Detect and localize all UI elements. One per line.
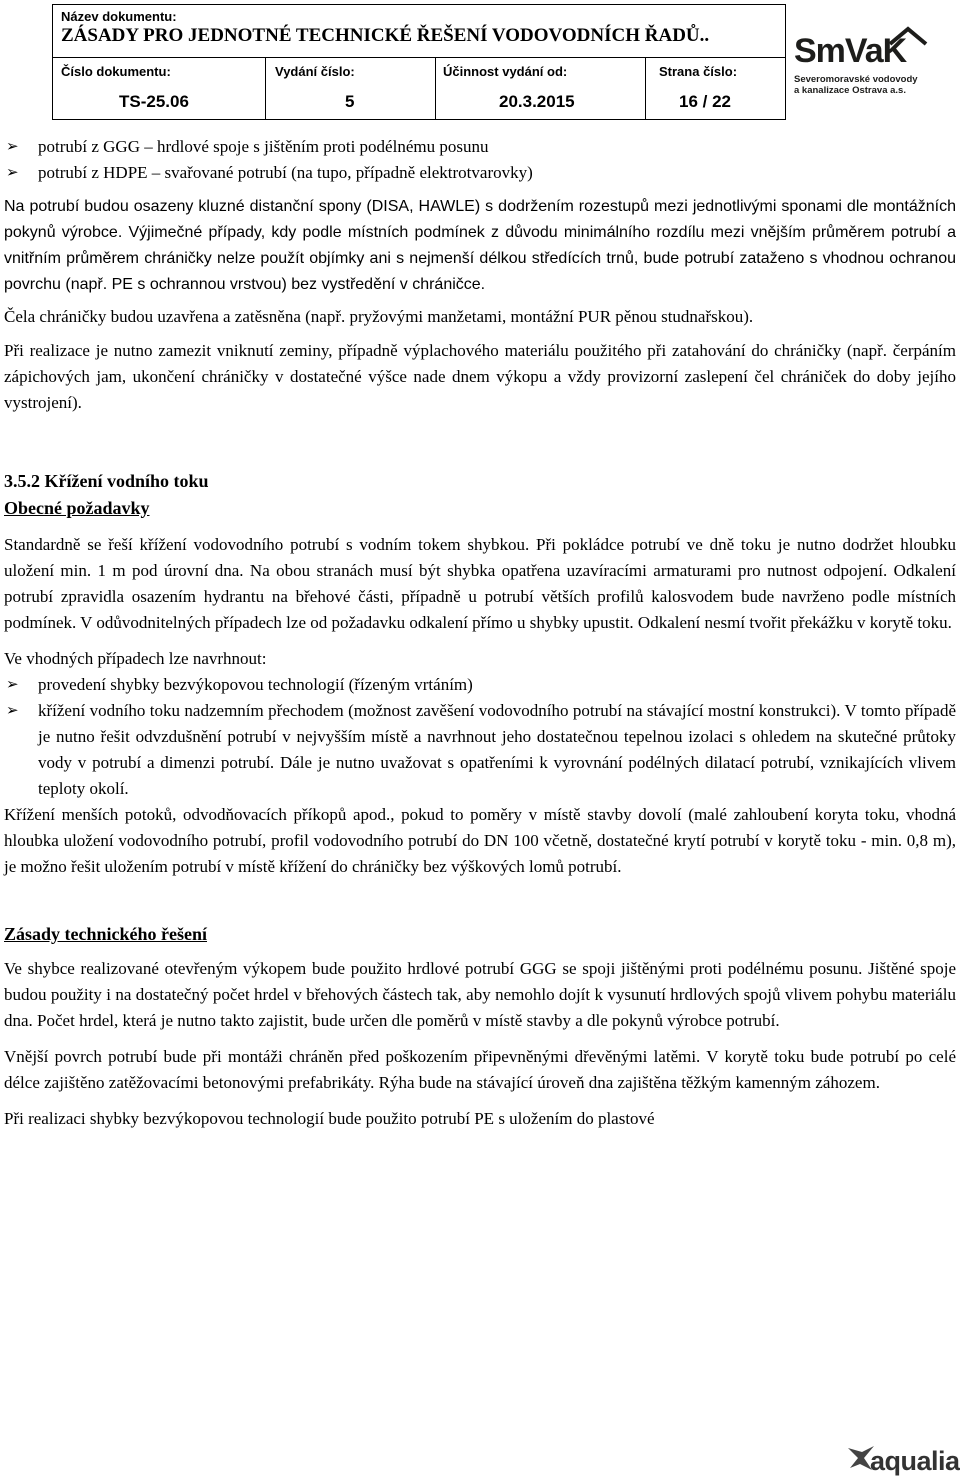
smvak-logo-word: SmVaK <box>794 32 907 70</box>
section-heading: 3.5.2 Křížení vodního toku <box>4 471 209 491</box>
effective-date: 20.3.2015 <box>499 92 575 111</box>
doc-name-row <box>53 5 785 58</box>
document-body <box>4 134 956 1132</box>
paragraph-realizace: Při realizace je nutno zamezit vniknutí zeminy, případně výplachového materiálu použitého při zatahování do chráničky (např. čerpáním zápichových jam, ukončení chráničky v dostatečné výšce nade dnem výkopu a vždy provizorní zaslepení čel chrániček do doby jejího vystrojení). <box>4 341 956 412</box>
doc-name-label: Název dokumentu: <box>61 9 177 24</box>
paragraph-suggestions-intro: Ve vhodných případech lze navrhnout: <box>4 649 267 668</box>
document-header <box>4 2 956 122</box>
aqualia-logo-word: aqualia <box>870 1446 960 1476</box>
header-table <box>52 4 786 120</box>
paragraph-cela: Čela chráničky budou uzavřena a zatěsněna (např. pryžovými manžetami, montážní PUR pěnou studnařskou). <box>4 307 754 326</box>
arrow-bullet-icon: ➢ <box>6 703 19 719</box>
doc-number: TS-25.06 <box>119 92 189 111</box>
effective-cell <box>435 58 646 119</box>
list-item: ➢ potrubí z GGG – hrdlové spoje s jištěním proti podélnému posunu <box>4 134 956 160</box>
list-item: ➢ potrubí z HDPE – svařované potrubí (na tupo, případně elektrotvarovky) <box>4 160 956 186</box>
subheading-general: Obecné požadavky <box>4 498 150 518</box>
page-cell <box>645 58 785 119</box>
smvak-logo <box>794 32 954 102</box>
list-item: ➢ provedení shybky bezvýkopovou technologií (řízeným vrtáním) <box>4 672 956 698</box>
doc-name: ZÁSADY PRO JEDNOTNÉ TECHNICKÉ ŘEŠENÍ VODOVODNÍCH ŘADŮ.. <box>61 25 710 46</box>
page-label: Strana číslo: <box>659 64 738 79</box>
paragraph-outer-surface: Vnější povrch potrubí bude při montáži chráněn před poškozením připevněnými dřevěnými latěmi. V korytě toku bude potrubí po celé délce zajištěno zatěžovacími betonovými prefabrikáty. Rýha bude na stávající úroveň dna zajištěna těžkým kamenným záhozem. <box>4 1047 956 1092</box>
doc-number-label: Číslo dokumentu: <box>61 64 171 79</box>
effective-label: Účinnost vydání od: <box>443 64 568 79</box>
issue-cell <box>265 58 436 119</box>
paragraph-shybka: Ve shybce realizované otevřeným výkopem bude použito hrdlové potrubí GGG se spoji jištěnými proti podélnému posunu. Jištěné spoje budou použity i na dostatečný počet hrdel v břehových částech tak, aby nemohlo dojít k vysunutí hrdlových spojů vlivem pohybu materiálu dna. Počet hrdel, která je nutno takto zajistit, bude určen dle poměrů v místě stavby a dle pokynů výrobce potrubí. <box>4 959 956 1030</box>
doc-number-cell <box>53 58 266 119</box>
page-number: 16 / 22 <box>679 92 731 111</box>
paragraph-distance-clips: Na potrubí budou osazeny kluzné distanční spony (DISA, HAWLE) s dodržením rozestupů mezi jednotlivými sponami dle montážních pokynů výrobce. Výjimečné případy, kdy podle místních podmínek z důvodu minimálního rozdílu mezi vnějším průměrem potrubí a vnitřním průměrem chráničky nelze použít objímky ani s nejmenší délkou středících trnů, bude potrubí zataženo s vhodnou ochranou povrchu (např. PE s ochrannou vrstvou) bez vystředění v chráničce. <box>4 198 956 293</box>
smvak-logo-subtitle: Severomoravské vodovody a kanalizace Ostrava a.s. <box>794 74 918 96</box>
arrow-bullet-icon: ➢ <box>6 139 19 155</box>
issue-number: 5 <box>345 92 355 111</box>
paragraph-trenchless: Při realizaci shybky bezvýkopovou technologií bude použito potrubí PE s uložením do plastové <box>4 1109 655 1128</box>
paragraph-small-streams: Křížení menších potoků, odvodňovacích příkopů apod., pokud to poměry v místě stavby dovolí (malé zahloubení koryta toku, vhodná hloubka uložení vodovodního potrubí, profil vodovodního potrubí do DN 100 včetně, dostatečné krytí potrubí v korytě toku - min. 0,8 m), je možno řešit uložením potrubí v místě křížení do chráničky bez výškových lomů potrubí. <box>4 805 956 876</box>
aqualia-logo <box>838 1440 958 1480</box>
list-item: ➢ křížení vodního toku nadzemním přechodem (možnost zavěšení vodovodního potrubí na stávající mostní konstrukci). V tomto případě je nutno řešit odvzdušnění potrubí v nejvyšším místě a navrhnout jeho dostatečnou tepelnou izolaci s ohledem na skutečné průtoky vody v potrubí a dimenzi potrubí. Dále je nutno uvažovat s opatřeními k vyrovnání podélných dilatací potrubí, vznikajících vlivem teploty okolí. <box>4 698 956 802</box>
arrow-bullet-icon: ➢ <box>6 677 19 693</box>
paragraph-standard: Standardně se řeší křížení vodovodního potrubí s vodním tokem shybkou. Při pokládce potrubí ve dně toku je nutno dodržet hloubku uložení min. 1 m pod úrovní dna. Na obou stranách musí být shybka opatřena uzavíracími armaturami pro nutnost odpojení. Odkalení potrubí zpravidla osazením hydrantu na břehové části, případně u potrubí větších profilů kalosvodem bude navrženo podle místních podmínek. V odůvodnitelných případech lze od požadavku odkalení přímo u shybky upustit. Odkalení nesmí tvořit překážku v korytě toku. <box>4 535 956 632</box>
arrow-bullet-icon: ➢ <box>6 165 19 181</box>
roof-icon <box>888 26 928 46</box>
subheading-technical: Zásady technického řešení <box>4 924 208 944</box>
issue-label: Vydání číslo: <box>275 64 355 79</box>
